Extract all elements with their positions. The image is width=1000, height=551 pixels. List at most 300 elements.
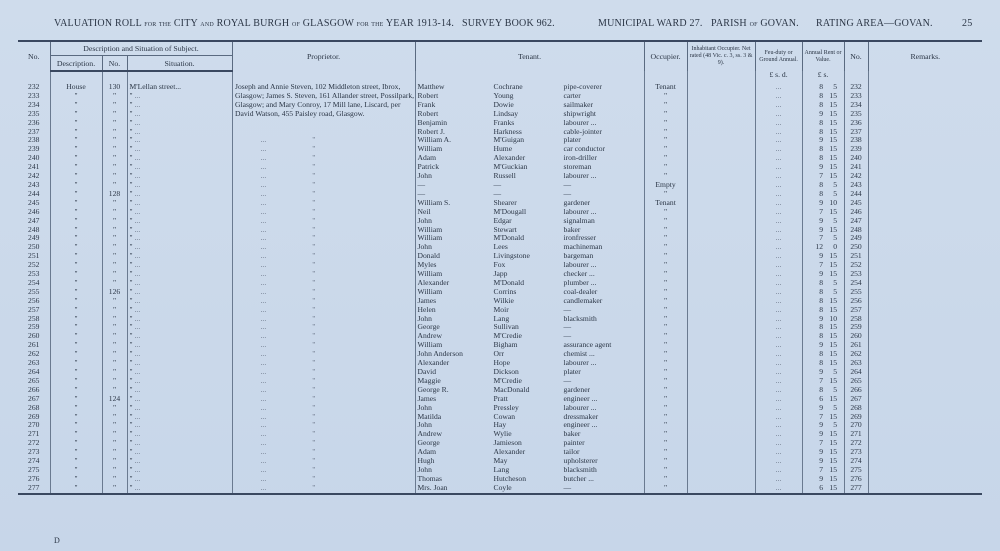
situation-text: " xyxy=(129,145,133,154)
rent-pounds: 9 xyxy=(819,198,824,207)
situation-text: " xyxy=(129,412,133,421)
proprietor-dots: ... xyxy=(260,234,267,243)
rent-shillings: 15 xyxy=(829,359,837,368)
row-occupier: " xyxy=(644,92,687,101)
row-feu: ... xyxy=(755,448,802,457)
situation-text: " xyxy=(129,368,133,376)
tenant-occupation: — xyxy=(563,323,572,332)
table-row xyxy=(18,243,982,252)
page-header xyxy=(0,18,1000,32)
row-description: " xyxy=(50,172,102,181)
situation-dots: ... xyxy=(134,154,141,163)
row-number: " xyxy=(102,466,127,475)
row-feu: ... xyxy=(755,413,802,422)
row-rent xyxy=(802,261,844,270)
row-occupier: " xyxy=(644,261,687,270)
situation-dots: ... xyxy=(134,474,141,483)
row-no: 265 xyxy=(28,376,40,385)
row-situation xyxy=(127,315,232,324)
row-no-2: 242 xyxy=(844,172,868,181)
row-no-2: 266 xyxy=(844,386,868,395)
row-occupier: " xyxy=(644,323,687,332)
proprietor-ditto: " xyxy=(312,198,316,207)
row-occupier: " xyxy=(644,190,687,199)
situation-text: " xyxy=(129,225,133,234)
row-number: " xyxy=(102,199,127,208)
row-no-2: 233 xyxy=(844,92,868,101)
proprietor-dots: ... xyxy=(260,403,267,412)
rent-pounds: 8 xyxy=(819,332,824,341)
proprietor-ditto: " xyxy=(312,376,316,385)
row-tenant xyxy=(415,315,644,324)
situation-dots: ... xyxy=(134,91,141,100)
table-row xyxy=(18,484,982,493)
row-occupier: " xyxy=(644,110,687,119)
rent-pounds: 9 xyxy=(819,136,824,145)
row-tenant xyxy=(415,119,644,128)
proprietor-ditto: " xyxy=(312,465,316,474)
rent-pounds: 9 xyxy=(819,216,824,225)
proprietor-ditto: " xyxy=(312,270,316,279)
situation-dots: ... xyxy=(134,163,141,172)
tenant-first-name: David xyxy=(417,368,437,376)
row-rent xyxy=(802,92,844,101)
row-rent xyxy=(802,208,844,217)
row-no: 244 xyxy=(28,189,40,198)
row-situation xyxy=(127,297,232,306)
row-rent xyxy=(802,484,844,493)
tenant-first-name: Frank xyxy=(417,100,436,109)
row-proprietor xyxy=(232,377,415,386)
situation-text: " xyxy=(129,91,133,100)
rent-shillings: 15 xyxy=(829,394,837,403)
row-situation xyxy=(127,484,232,493)
row-occupier: " xyxy=(644,332,687,341)
row-occupier: Tenant xyxy=(644,83,687,92)
row-feu: ... xyxy=(755,297,802,306)
row-tenant xyxy=(415,181,644,190)
row-feu: ... xyxy=(755,386,802,395)
situation-dots: ... xyxy=(134,261,141,270)
proprietor-ditto: " xyxy=(312,474,316,483)
row-occupier: " xyxy=(644,439,687,448)
rent-pounds: 8 xyxy=(819,305,824,314)
row-no: 238 xyxy=(28,136,40,145)
tenant-surname: Bigham xyxy=(493,341,518,350)
row-rent xyxy=(802,181,844,190)
row-no-2: 247 xyxy=(844,217,868,226)
situation-text: " xyxy=(129,305,133,314)
row-no: 234 xyxy=(28,100,40,109)
row-no-2: 267 xyxy=(844,395,868,404)
row-tenant xyxy=(415,404,644,413)
row-rent xyxy=(802,270,844,279)
row-tenant xyxy=(415,430,644,439)
rent-shillings: 15 xyxy=(829,154,837,163)
rent-pounds: 9 xyxy=(819,448,824,457)
row-situation xyxy=(127,128,232,137)
row-situation xyxy=(127,377,232,386)
row-no-2: 255 xyxy=(844,288,868,297)
table-row xyxy=(18,359,982,368)
tenant-occupation: blacksmith xyxy=(563,314,597,323)
header-of: of xyxy=(291,18,301,28)
situation-text: " xyxy=(129,243,133,252)
row-feu: ... xyxy=(755,332,802,341)
tenant-surname: Pratt xyxy=(493,394,508,403)
row-feu: ... xyxy=(755,261,802,270)
row-no-2: 262 xyxy=(844,350,868,359)
row-no: 247 xyxy=(28,216,40,225)
rent-shillings: 15 xyxy=(829,136,837,145)
proprietor-dots: ... xyxy=(260,145,267,154)
tenant-first-name: Hugh xyxy=(417,457,435,466)
col-description: Description. xyxy=(50,56,102,72)
table-row xyxy=(18,252,982,261)
rent-shillings: 15 xyxy=(829,465,837,474)
row-occupier: " xyxy=(644,341,687,350)
proprietor-ditto: " xyxy=(312,457,316,466)
row-situation xyxy=(127,163,232,172)
table-row xyxy=(18,119,982,128)
header-year: YEAR 1913-14. xyxy=(385,18,455,29)
row-tenant xyxy=(415,154,644,163)
row-situation xyxy=(127,430,232,439)
proprietor-dots: ... xyxy=(260,287,267,296)
row-rent xyxy=(802,457,844,466)
row-no: 267 xyxy=(28,394,40,403)
row-no-2: 263 xyxy=(844,359,868,368)
situation-dots: ... xyxy=(134,394,141,403)
header-glasgow: GLASGOW xyxy=(302,18,354,29)
table-row xyxy=(18,136,982,145)
table-row xyxy=(18,466,982,475)
row-no-2: 257 xyxy=(844,306,868,315)
rent-pounds: 9 xyxy=(819,430,824,439)
row-feu: ... xyxy=(755,217,802,226)
row-situation xyxy=(127,439,232,448)
situation-dots: ... xyxy=(134,270,141,279)
tenant-occupation: signalman xyxy=(563,216,595,225)
row-feu: ... xyxy=(755,359,802,368)
proprietor-dots: ... xyxy=(260,323,267,332)
row-number: 126 xyxy=(102,288,127,297)
rent-pounds: 7 xyxy=(819,261,824,270)
tenant-occupation: labourer ... xyxy=(563,207,597,216)
row-occupier: " xyxy=(644,119,687,128)
row-no-2: 252 xyxy=(844,261,868,270)
header-valuation-roll: VALUATION ROLL xyxy=(54,18,142,29)
proprietor-ditto: " xyxy=(312,234,316,243)
proprietor-ditto: " xyxy=(312,448,316,457)
row-number: " xyxy=(102,484,127,493)
tenant-occupation: coal-dealer xyxy=(563,287,598,296)
row-no-2: 250 xyxy=(844,243,868,252)
proprietor-dots: ... xyxy=(260,430,267,439)
row-rent xyxy=(802,350,844,359)
row-occupier: " xyxy=(644,163,687,172)
tenant-surname: Japp xyxy=(493,270,508,279)
proprietor-entry: Joseph and Annie Steven, 102 Middleton street, Ibrox, Glasgow; James S. Steven, 161 Allander street, Possilpark, Glasgow; and Mary Conroy, 17 Mill lane, Liscard, per David Watson, 455 Paisley road, Glasgow. xyxy=(235,82,415,118)
row-rent xyxy=(802,145,844,154)
situation-dots: ... xyxy=(134,118,141,127)
rent-pounds: 8 xyxy=(819,385,824,394)
row-rent xyxy=(802,154,844,163)
valuation-table xyxy=(18,40,982,493)
tenant-surname: MacDonald xyxy=(493,385,530,394)
situation-text: " xyxy=(129,323,133,332)
row-no-2: 244 xyxy=(844,190,868,199)
shilling-sign: s. xyxy=(775,71,780,79)
row-occupier: " xyxy=(644,288,687,297)
row-proprietor xyxy=(232,297,415,306)
row-feu: ... xyxy=(755,315,802,324)
row-description: " xyxy=(50,252,102,261)
row-feu: ... xyxy=(755,279,802,288)
table-row xyxy=(18,154,982,163)
row-description: " xyxy=(50,359,102,368)
row-no-2: 270 xyxy=(844,421,868,430)
row-description: " xyxy=(50,315,102,324)
proprietor-dots: ... xyxy=(260,359,267,368)
tenant-occupation: assurance agent xyxy=(563,341,612,350)
tenant-surname: Hume xyxy=(493,145,513,154)
col-remarks: Remarks. xyxy=(868,41,982,71)
row-feu: ... xyxy=(755,163,802,172)
proprietor-ditto: " xyxy=(312,439,316,448)
tenant-surname: May xyxy=(493,457,508,466)
situation-dots: ... xyxy=(134,109,141,118)
row-proprietor xyxy=(232,119,415,128)
row-no: 260 xyxy=(28,332,40,341)
row-situation xyxy=(127,119,232,128)
row-feu: ... xyxy=(755,466,802,475)
rent-pounds: 8 xyxy=(819,287,824,296)
situation-text: " xyxy=(129,287,133,296)
table-row xyxy=(18,181,982,190)
row-rent xyxy=(802,279,844,288)
row-rent xyxy=(802,421,844,430)
row-no: 262 xyxy=(28,350,40,359)
proprietor-ditto: " xyxy=(312,252,316,261)
tenant-occupation: car conductor xyxy=(563,145,606,154)
table-row xyxy=(18,128,982,137)
tenant-first-name: John xyxy=(417,314,432,323)
row-proprietor xyxy=(232,323,415,332)
row-number: " xyxy=(102,270,127,279)
rent-pounds: 9 xyxy=(819,270,824,279)
rent-pounds: 8 xyxy=(819,189,824,198)
rent-shillings: 5 xyxy=(833,234,837,243)
tenant-surname: Jamieson xyxy=(493,439,522,448)
rent-shillings: 5 xyxy=(833,180,837,189)
row-occupier: " xyxy=(644,404,687,413)
row-no: 256 xyxy=(28,296,40,305)
rent-shillings: 15 xyxy=(829,332,837,341)
row-no-2: 276 xyxy=(844,475,868,484)
proprietor-ditto: " xyxy=(312,216,316,225)
table-row xyxy=(18,386,982,395)
tenant-occupation: plater xyxy=(563,368,581,376)
row-rent xyxy=(802,404,844,413)
tenant-surname: — xyxy=(493,189,502,198)
header-for-the-2: for the xyxy=(356,18,384,28)
row-tenant xyxy=(415,288,644,297)
row-occupier: " xyxy=(644,359,687,368)
row-feu: ... xyxy=(755,136,802,145)
situation-dots: ... xyxy=(134,314,141,323)
tenant-occupation: — xyxy=(563,483,572,492)
table-row xyxy=(18,110,982,119)
tenant-surname: Wylie xyxy=(493,430,512,439)
tenant-surname: Edgar xyxy=(493,216,512,225)
row-no: 264 xyxy=(28,368,40,376)
tenant-first-name: — xyxy=(417,189,426,198)
row-feu: ... xyxy=(755,92,802,101)
row-situation xyxy=(127,243,232,252)
proprietor-dots: ... xyxy=(260,243,267,252)
proprietor-ditto: " xyxy=(312,136,316,145)
row-feu: ... xyxy=(755,181,802,190)
row-no-2: 258 xyxy=(844,315,868,324)
row-number: " xyxy=(102,217,127,226)
row-proprietor xyxy=(232,439,415,448)
row-no: 242 xyxy=(28,172,40,181)
row-occupier: " xyxy=(644,172,687,181)
row-number: " xyxy=(102,145,127,154)
row-rent xyxy=(802,466,844,475)
row-number: " xyxy=(102,154,127,163)
rent-shillings: 15 xyxy=(829,457,837,466)
row-rent xyxy=(802,217,844,226)
row-tenant xyxy=(415,208,644,217)
row-occupier: " xyxy=(644,154,687,163)
row-number: " xyxy=(102,475,127,484)
shilling-sign-2: s. xyxy=(823,71,829,79)
row-tenant xyxy=(415,359,644,368)
situation-dots: ... xyxy=(134,421,141,430)
rent-shillings: 15 xyxy=(829,100,837,109)
tenant-surname: Lang xyxy=(493,314,510,323)
row-description: " xyxy=(50,261,102,270)
tenant-occupation: labourer ... xyxy=(563,118,597,127)
proprietor-dots: ... xyxy=(260,412,267,421)
row-no-2: 273 xyxy=(844,448,868,457)
row-occupier: " xyxy=(644,243,687,252)
situation-dots: ... xyxy=(134,376,141,385)
row-number: " xyxy=(102,172,127,181)
row-situation xyxy=(127,110,232,119)
row-tenant xyxy=(415,448,644,457)
row-no: 277 xyxy=(28,483,40,492)
row-situation xyxy=(127,350,232,359)
tenant-occupation: blacksmith xyxy=(563,465,597,474)
row-tenant xyxy=(415,190,644,199)
tenant-surname: Hay xyxy=(493,421,507,430)
row-rent xyxy=(802,83,844,92)
row-no-2: 261 xyxy=(844,341,868,350)
row-no: 241 xyxy=(28,163,40,172)
row-feu: ... xyxy=(755,439,802,448)
table-row xyxy=(18,413,982,422)
situation-dots: ... xyxy=(134,216,141,225)
row-proprietor xyxy=(232,413,415,422)
situation-text: " xyxy=(129,118,133,127)
row-proprietor xyxy=(232,128,415,137)
row-no: 271 xyxy=(28,430,40,439)
row-rent xyxy=(802,439,844,448)
situation-dots: ... xyxy=(134,368,141,376)
proprietor-dots: ... xyxy=(260,368,267,376)
table-row xyxy=(18,217,982,226)
table-row xyxy=(18,341,982,350)
row-description: " xyxy=(50,243,102,252)
currency-row xyxy=(18,71,982,83)
rent-shillings: 15 xyxy=(829,483,837,492)
row-tenant xyxy=(415,279,644,288)
row-no: 233 xyxy=(28,91,40,100)
row-proprietor xyxy=(232,181,415,190)
row-number: " xyxy=(102,226,127,235)
tenant-first-name: Robert xyxy=(417,109,439,118)
tenant-surname: M'Credie xyxy=(493,376,522,385)
tenant-surname: M'Credie xyxy=(493,332,522,341)
situation-text: " xyxy=(129,180,133,189)
row-rent xyxy=(802,128,844,137)
table-row xyxy=(18,101,982,110)
rent-shillings: 15 xyxy=(829,323,837,332)
tenant-occupation: dressmaker xyxy=(563,412,599,421)
tenant-first-name: Alexander xyxy=(417,359,450,368)
row-description: " xyxy=(50,448,102,457)
tenant-first-name: George xyxy=(417,439,440,448)
row-situation xyxy=(127,83,232,92)
situation-dots: ... xyxy=(134,225,141,234)
row-proprietor xyxy=(232,288,415,297)
situation-dots: ... xyxy=(134,430,141,439)
situation-dots: ... xyxy=(134,350,141,359)
row-description: " xyxy=(50,430,102,439)
proprietor-dots: ... xyxy=(260,314,267,323)
situation-dots: ... xyxy=(134,145,141,154)
row-description: " xyxy=(50,421,102,430)
row-feu: ... xyxy=(755,457,802,466)
situation-dots: ... xyxy=(134,234,141,243)
header-survey-book: SURVEY BOOK 962. xyxy=(462,18,555,29)
row-no: 275 xyxy=(28,465,40,474)
row-rent xyxy=(802,368,844,377)
row-feu: ... xyxy=(755,323,802,332)
row-no: 274 xyxy=(28,457,40,466)
rent-pounds: 9 xyxy=(819,421,824,430)
row-feu: ... xyxy=(755,145,802,154)
tenant-first-name: John xyxy=(417,243,432,252)
proprietor-ditto: " xyxy=(312,385,316,394)
row-situation xyxy=(127,145,232,154)
row-proprietor xyxy=(232,226,415,235)
table-row xyxy=(18,306,982,315)
row-proprietor xyxy=(232,306,415,315)
header-city: CITY xyxy=(173,18,198,29)
situation-dots: ... xyxy=(134,189,141,198)
tenant-occupation: — xyxy=(563,180,572,189)
row-feu: ... xyxy=(755,172,802,181)
row-number: " xyxy=(102,110,127,119)
row-tenant xyxy=(415,484,644,493)
tenant-first-name: Patrick xyxy=(417,163,440,172)
row-proprietor xyxy=(232,234,415,243)
row-feu: ... xyxy=(755,421,802,430)
